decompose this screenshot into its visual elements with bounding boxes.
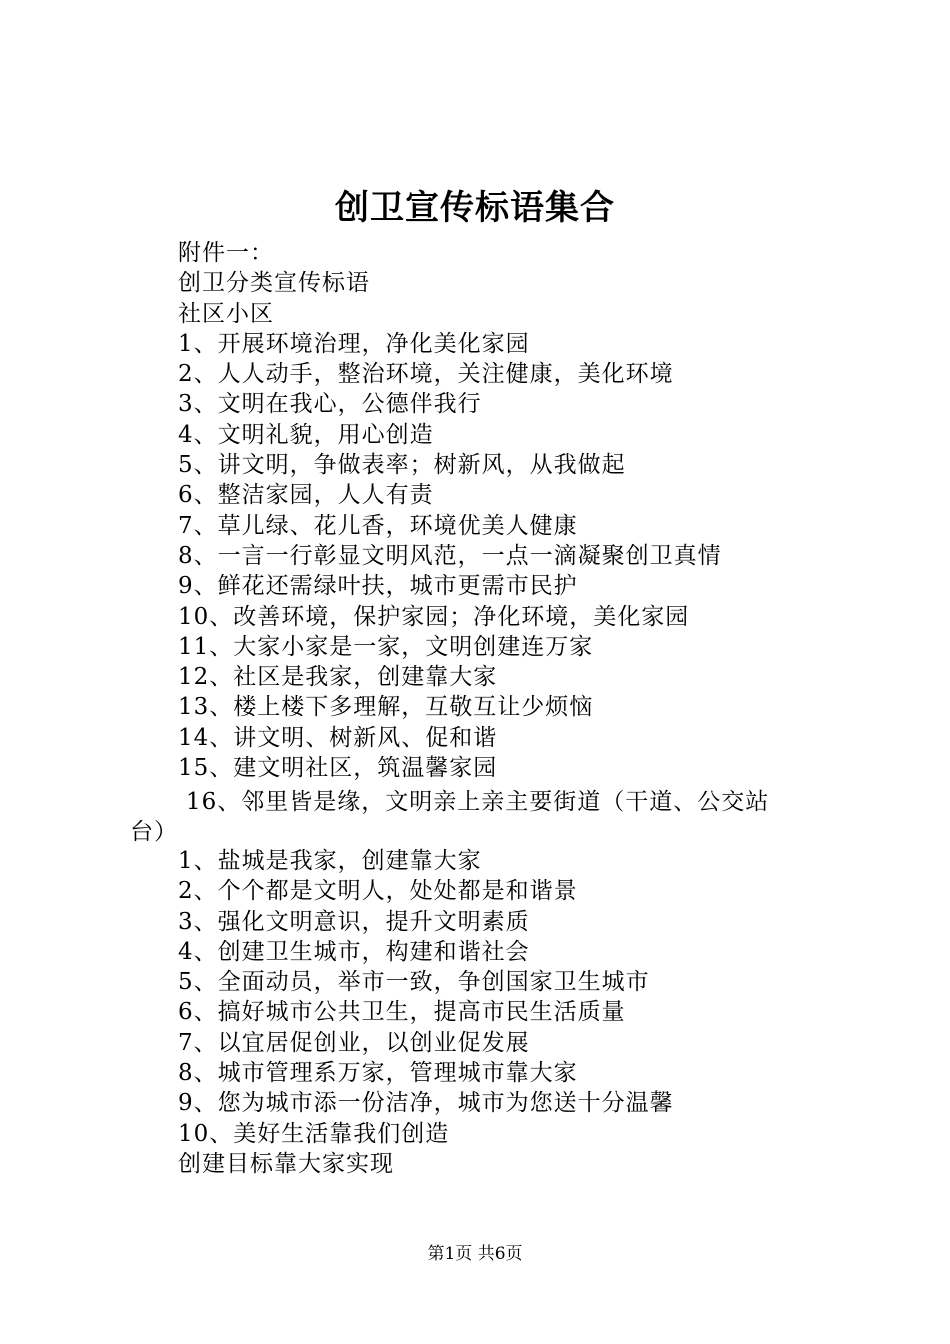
text-line: 6、整洁家园，人人有责 (178, 482, 434, 509)
text-line: 11、大家小家是一家，文明创建连万家 (178, 633, 594, 660)
document-title: 创卫宣传标语集合 (335, 188, 615, 228)
text-line: 创建目标靠大家实现 (178, 1150, 394, 1177)
text-line: 12、社区是我家，创建靠大家 (178, 664, 498, 691)
text-line: 4、文明礼貌，用心创造 (178, 421, 434, 448)
text-line: 15、建文明社区，筑温馨家园 (178, 755, 498, 782)
text-line: 5、全面动员，举市一致，争创国家卫生城市 (178, 969, 650, 996)
text-line: 社区小区 (178, 300, 274, 327)
text-line: 7、草儿绿、花儿香，环境优美人健康 (178, 512, 578, 539)
text-line: 3、强化文明意识，提升文明素质 (178, 908, 530, 935)
text-line: 2、个个都是文明人，处处都是和谐景 (178, 878, 578, 905)
text-line: 13、楼上楼下多理解，互敬互让少烦恼 (178, 694, 594, 721)
text-line: 9、鲜花还需绿叶扶，城市更需市民护 (178, 573, 578, 600)
text-line: 5、讲文明，争做表率；树新风，从我做起 (178, 452, 626, 479)
text-line: 附件一： (178, 240, 274, 266)
text-block-community (178, 238, 838, 783)
page-footer: 第1页 共6页 (427, 1244, 523, 1264)
text-line: 2、人人动手，整治环境，关注健康，美化环境 (178, 361, 674, 388)
text-line: 8、一言一行彰显文明风范，一点一滴凝聚创卫真情 (178, 542, 722, 569)
text-line: 1、开展环境治理，净化美化家园 (178, 330, 530, 357)
text-block-streets (178, 846, 838, 1179)
text-line: 3、文明在我心，公德伴我行 (178, 391, 482, 418)
text-line: 10、改善环境，保护家园；净化环境，美化家园 (178, 603, 690, 630)
text-line: 9、您为城市添一份洁净，城市为您送十分温馨 (178, 1090, 674, 1117)
text-line: 8、城市管理系万家，管理城市靠大家 (178, 1060, 578, 1087)
text-line: 7、以宜居促创业，以创业促发展 (178, 1029, 530, 1056)
text-line: 4、创建卫生城市，构建和谐社会 (178, 938, 530, 965)
text-line: 创卫分类宣传标语 (178, 270, 370, 297)
text-line: 14、讲文明、树新风、促和谐 (178, 724, 498, 751)
text-line-wrapped: 16、邻里皆是缘，文明亲上亲主要街道（干道、公交站 (186, 789, 770, 815)
text-line: 6、搞好城市公共卫生，提高市民生活质量 (178, 999, 626, 1026)
text-line: 1、盐城是我家，创建靠大家 (178, 848, 482, 874)
text-line: 10、美好生活靠我们创造 (178, 1120, 450, 1147)
text-line-wrapped-continuation: 台） (130, 819, 178, 845)
